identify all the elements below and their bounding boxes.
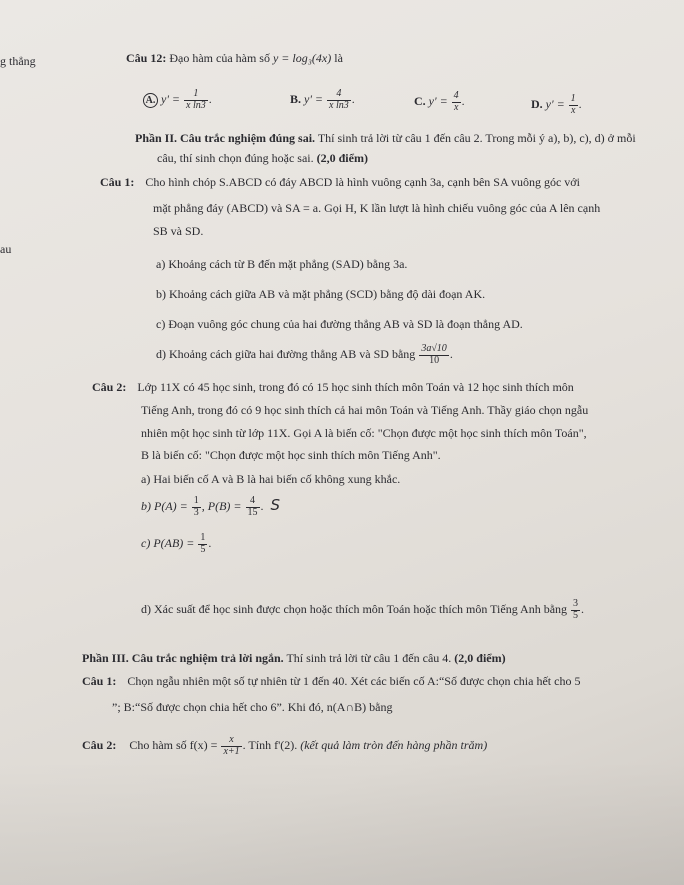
q2-label: Câu 2: bbox=[92, 380, 127, 394]
q1-statement-b[interactable]: b) Khoảng cách giữa AB và mặt phẳng (SCD) bằng độ dài đoạn AK. bbox=[156, 287, 486, 301]
q1-line2: mặt phẳng đáy (ABCD) và SA = a. Gọi H, K lần lượt là hình chiếu vuông góc của A lên cạnh bbox=[153, 201, 601, 215]
q1-line3: SB và SD. bbox=[153, 224, 204, 238]
q12-stem: Câu 12: Đạo hàm của hàm số y = log₃(4x) là bbox=[126, 51, 343, 65]
fraction: $\frac{1}{\text{x ln3}}$ bbox=[186, 88, 206, 111]
fraction: $\frac{4}{x}$ bbox=[453, 90, 459, 113]
q1-statement-d[interactable]: d) Khoảng cách giữa hai đường thẳng AB và SD bằng $\frac{3a√10}{10}$ . bbox=[156, 343, 453, 366]
q12-option-a[interactable]: A. y' = $\frac{1}{\text{x ln3}}$ . bbox=[143, 89, 212, 111]
q12-option-c[interactable]: C. y' = $\frac{4}{x}$ . bbox=[414, 90, 465, 113]
part3-heading: Phần III. Câu trắc nghiệm trả lời ngắn. Thí sinh trả lời từ câu 1 đến câu 4. (2,0 điểm) bbox=[82, 651, 506, 665]
part2-heading-line2: câu, thí sinh chọn đúng hoặc sai. (2,0 điểm) bbox=[157, 151, 368, 165]
q1-statement-c[interactable]: c) Đoạn vuông góc chung của hai đường thẳng AB và SD là đoạn thẳng AD. bbox=[156, 317, 523, 331]
p3q1-line1: Câu 1: Chọn ngẫu nhiên một số tự nhiên từ 1 đến 40. Xét các biến cố A:“Số được chọn chia hết cho 5 bbox=[82, 674, 581, 688]
q2-line4: B là biến cố: "Chọn được một học sinh thích môn Tiếng Anh". bbox=[141, 448, 441, 462]
handwritten-mark: S bbox=[270, 495, 281, 514]
part2-heading: Phần II. Câu trắc nghiệm đúng sai. Thí sinh trả lời từ câu 1 đến câu 2. Trong mỗi ý a), b), c), d) ở mỗi bbox=[135, 131, 636, 145]
p3q2-line: Câu 2: Cho hàm số f(x) = $\frac{x}{x+1}$ . Tính f'(2). (kết quả làm tròn đến hàng phần trăm) bbox=[82, 734, 488, 757]
margin-fragment-1: g thẳng bbox=[0, 54, 36, 68]
q12-option-d[interactable]: D. y' = $\frac{1}{x}$ . bbox=[531, 93, 582, 116]
fraction: $\frac{4}{\text{x ln3}}$ bbox=[329, 88, 349, 111]
q2-statement-d[interactable]: d) Xác suất để học sinh được chọn hoặc thích môn Toán hoặc thích môn Tiếng Anh bằng $\frac{3}{5}$ . bbox=[141, 598, 585, 621]
q1-label: Câu 1: bbox=[100, 175, 135, 189]
margin-fragment-2: au bbox=[0, 242, 12, 256]
fraction: $\frac{1}{3}$ bbox=[193, 495, 199, 518]
fraction: $\frac{3a√10}{10}$ bbox=[421, 343, 447, 366]
p3q1-label: Câu 1: bbox=[82, 674, 117, 688]
p3q1-line2: ”; B:“Số được chọn chia hết cho 6”. Khi đó, n(A∩B) bằng bbox=[112, 700, 393, 714]
q1-statement-a[interactable]: a) Khoảng cách từ B đến mặt phẳng (SAD) bằng 3a. bbox=[156, 257, 408, 271]
q2-statement-b[interactable]: b) P(A) = $\frac{1}{3}$ , P(B) = $\frac{4}{15}$ . S bbox=[141, 495, 281, 518]
fraction: $\frac{4}{15}$ bbox=[247, 495, 258, 518]
q2-statement-c[interactable]: c) P(AB) = $\frac{1}{5}$ . bbox=[141, 532, 212, 555]
fraction: $\frac{1}{5}$ bbox=[200, 532, 206, 555]
fraction: $\frac{x}{x+1}$ bbox=[223, 734, 240, 757]
page-shadow bbox=[0, 760, 684, 885]
fraction: $\frac{1}{x}$ bbox=[570, 93, 576, 116]
q1-line1: Câu 1: Cho hình chóp S.ABCD có đáy ABCD là hình vuông cạnh 3a, cạnh bên SA vuông góc với bbox=[100, 175, 580, 189]
circled-answer-mark: A. bbox=[143, 93, 158, 108]
q12-option-b[interactable]: B. y' = $\frac{4}{\text{x ln3}}$ . bbox=[290, 88, 355, 111]
fraction: $\frac{3}{5}$ bbox=[573, 598, 579, 621]
q2-statement-a[interactable]: a) Hai biến cố A và B là hai biến cố không xung khắc. bbox=[141, 472, 401, 486]
q12-label: Câu 12: bbox=[126, 51, 167, 65]
q2-line2: Tiếng Anh, trong đó có 9 học sinh thích cả hai môn Toán và Tiếng Anh. Thầy giáo chọn ngẫu bbox=[141, 403, 589, 417]
q2-line1: Câu 2: Lớp 11X có 45 học sinh, trong đó có 15 học sinh thích môn Toán và 12 học sinh thích môn bbox=[92, 380, 574, 394]
q2-line3: nhiên một học sinh từ lớp 11X. Gọi A là biến cố: "Chọn được một học sinh thích môn Toán", bbox=[141, 426, 587, 440]
p3q2-label: Câu 2: bbox=[82, 737, 117, 752]
